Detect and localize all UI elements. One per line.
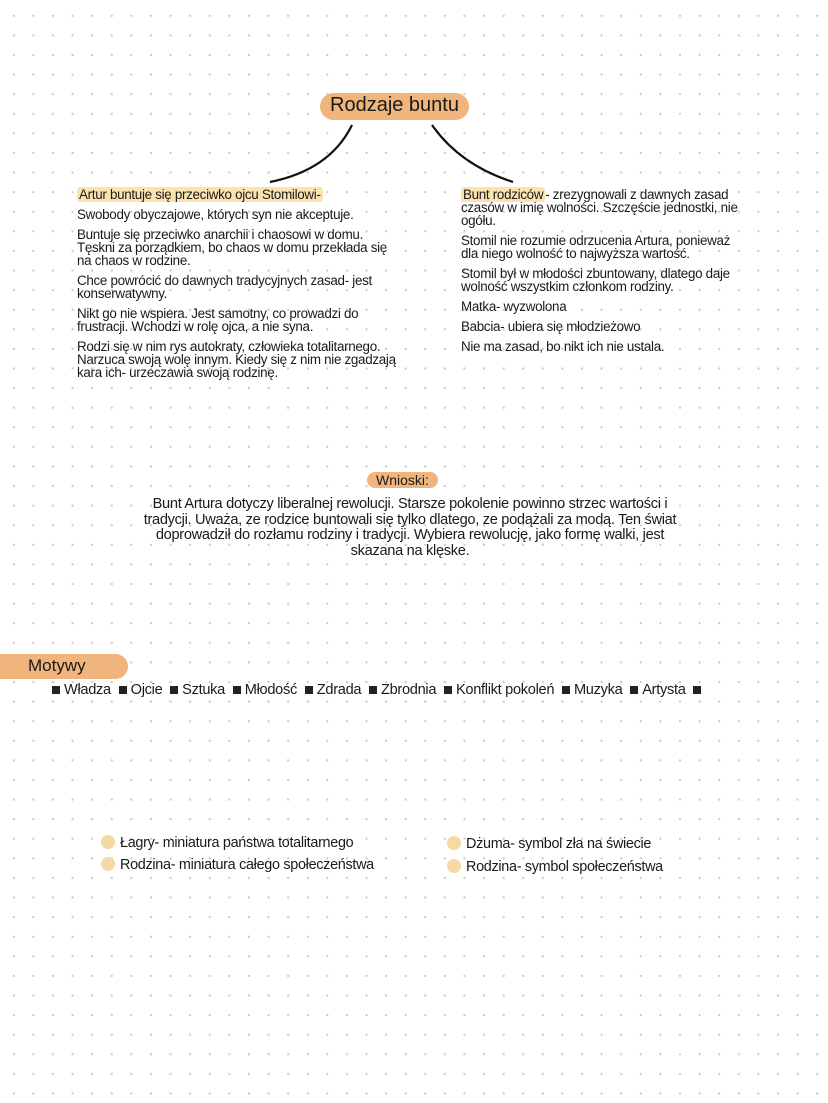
right-heading-rest: - zrezygnowali z dawnych zasad czasów w imię wolności. Szczęście jednostki, nie ogółu.: [461, 187, 738, 228]
connector-left: [270, 125, 352, 182]
left-paragraph: Chce powrócić do dawnych tradycyjnych zasad- jest konserwatywny.: [77, 273, 372, 301]
square-bullet-icon: [444, 686, 452, 694]
square-bullet-icon: [119, 686, 127, 694]
left-heading: Artur buntuje się przeciwko ojcu Stomilowi-: [79, 187, 321, 202]
left-paragraph: Nikt go nie wspiera. Jest samotny, co prowadzi do frustracji. Wchodzi w rolę ojca, a nie syna.: [77, 306, 359, 334]
connector-right: [432, 125, 513, 182]
motif: Sztuka: [182, 682, 225, 698]
bullet-item: [447, 836, 651, 852]
connector-lines: [0, 0, 828, 200]
left-paragraph: Swobody obyczajowe, których syn nie akceptuje.: [77, 207, 354, 222]
dot-bullet-icon: [101, 857, 115, 871]
bullet-item: [447, 859, 663, 875]
motif: Zbrodnia: [380, 682, 437, 698]
bullet-item: [101, 835, 353, 851]
left-heading-line: [77, 188, 397, 201]
right-column: [461, 188, 741, 360]
square-bullet-icon: [305, 686, 313, 694]
bullet-text: Rodzina- symbol społeczeństwa: [466, 859, 663, 875]
square-bullet-icon: [170, 686, 178, 694]
bullet-item: [101, 857, 374, 873]
dot-bullet-icon: [101, 835, 115, 849]
right-paragraph: Stomil nie rozumie odrzucenia Artura, ponieważ dla niego wolność to najwyższa wartość.: [461, 233, 731, 261]
dot-bullet-icon: [447, 859, 461, 873]
motif: Ojcie: [130, 682, 163, 698]
square-bullet-icon: [562, 686, 570, 694]
right-heading: Bunt rodziców: [463, 187, 544, 202]
left-column: [77, 188, 397, 386]
dot-bullet-icon: [447, 836, 461, 850]
page-title: Rodzaje buntu: [320, 93, 469, 120]
motif: Zdrada: [316, 682, 362, 698]
conclusions-label: Wnioski:: [367, 472, 438, 488]
square-bullet-icon: [693, 686, 701, 694]
motifs-label: Motywy: [0, 654, 128, 679]
conclusions-text: Bunt Artura dotyczy liberalnej rewolucji. Starsze pokolenie powinno strzec wartości i tradycji. Uważa, ze rodzice buntowali się tylko dlatego, ze podążali za modą. Ten świat doprowadził do rozłamu rodziny i tradycji. Wybiera rewolucję, jako formę walki, jest skazana na klęske.: [143, 496, 677, 559]
motif: Muzyka: [573, 682, 623, 698]
right-paragraph: Nie ma zasad, bo nikt ich nie ustala.: [461, 339, 665, 354]
right-heading-line: [461, 188, 741, 227]
motif: Władza: [64, 682, 111, 698]
motifs-list: [48, 682, 705, 698]
motif: Konflikt pokoleń: [455, 682, 555, 698]
square-bullet-icon: [369, 686, 377, 694]
right-paragraph: Matka- wyzwolona: [461, 299, 567, 314]
left-paragraph: Rodzi się w nim rys autokraty, człowieka totalitarnego. Narzuca swoją wolę innym. Kiedy się z nim nie zgadzają kara ich- urzeczawia swoją rodzinę.: [77, 339, 396, 380]
right-paragraph: Babcia- ubiera się młodzieżowo: [461, 319, 641, 334]
bullet-text: Łagry- miniatura państwa totalitarnego: [120, 835, 354, 851]
bullet-text: Dżuma- symbol zła na świecie: [466, 836, 652, 852]
bullet-text: Rodzina- miniatura całego społeczeństwa: [120, 857, 374, 873]
left-paragraph: Buntuje się przeciwko anarchii i chaosowi w domu. Tęskni za porządkiem, bo chaos w domu przekłada się na chaos w rodzine.: [77, 227, 387, 268]
motif: Artysta: [642, 682, 686, 698]
motif: Młodość: [244, 682, 297, 698]
square-bullet-icon: [233, 686, 241, 694]
right-paragraph: Stomil był w młodości zbuntowany, dlatego daje wolność wszystkim członkom rodziny.: [461, 266, 730, 294]
square-bullet-icon: [630, 686, 638, 694]
square-bullet-icon: [52, 686, 60, 694]
